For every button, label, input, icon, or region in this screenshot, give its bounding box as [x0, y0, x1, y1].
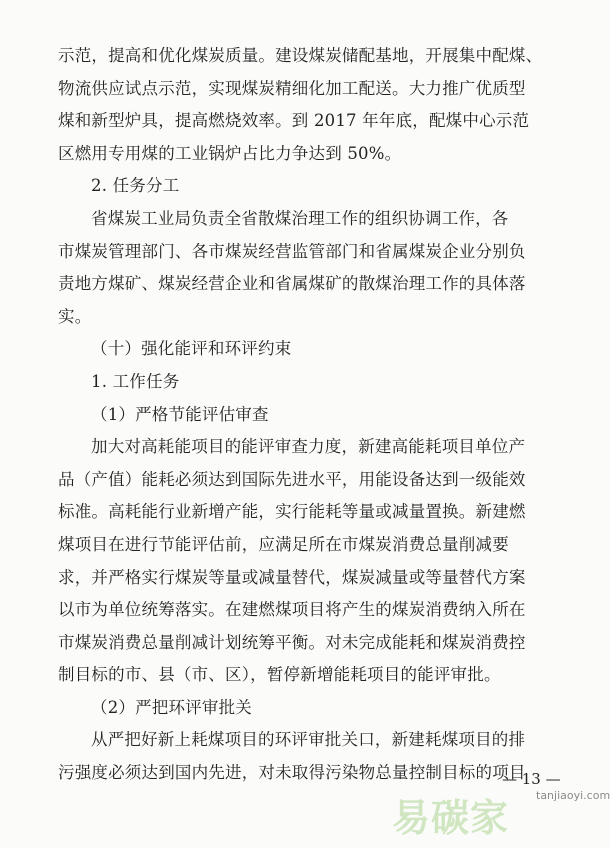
text-line: 物流供应试点示范，实现煤炭精细化加工配送。大力推广优质型: [58, 78, 526, 98]
text-line: 加大对高耗能项目的能评审查力度，新建高能耗项目单位产: [91, 437, 526, 457]
text-line: 煤和新型炉具，提高燃烧效率。到 2017 年年底，配煤中心示范: [58, 111, 530, 131]
document-body: [58, 40, 546, 790]
text-line: 区燃用专用煤的工业锅炉占比力争达到 50%。: [58, 143, 402, 163]
text-line: 标准。高耗能行业新增产能，实行能耗等量或减量置换。新建燃: [58, 502, 526, 522]
page-number: — 13 —: [502, 770, 561, 788]
text-line: 市煤炭管理部门、各市煤炭经营监管部门和省属煤炭企业分别负: [58, 241, 526, 261]
text-line: 1. 工作任务: [91, 371, 180, 391]
text-line: 示范，提高和优化煤炭质量。建设煤炭储配基地，开展集中配煤、: [58, 46, 543, 65]
text-line: 品（产值）能耗必须达到国际先进水平，用能设备达到一级能效: [58, 469, 526, 489]
text-line: 污强度必须达到国内先进，对未取得污染物总量控制目标的项目: [58, 763, 526, 783]
text-line: 从严把好新上耗煤项目的环评审批关口，新建耗煤项目的排: [91, 730, 526, 750]
text-line: （2）严把环评审批关: [91, 697, 252, 717]
watermark-url: tanjiaoyi.com: [536, 789, 610, 802]
text-line: 市煤炭消费总量削减计划统筹平衡。对未完成能耗和煤炭消费控: [58, 632, 526, 652]
text-line: （1）严格节能评估审查: [91, 404, 269, 424]
text-line: 2. 任务分工: [91, 176, 180, 196]
text-line: 制目标的市、县（市、区），暂停新增能耗项目的能评审批。: [58, 665, 501, 685]
text-line: 以市为单位统筹落实。在建燃煤项目将产生的煤炭消费纳入所在: [58, 600, 526, 620]
text-line: （十）强化能评和环评约束: [91, 339, 292, 359]
text-line: 求，并严格实行煤炭等量或减量替代，煤炭减量或等量替代方案: [58, 567, 526, 587]
text-line: 省煤炭工业局负责全省散煤治理工作的组织协调工作，各: [91, 208, 509, 228]
watermark: [392, 785, 610, 845]
text-line: 实。: [58, 306, 92, 326]
text-line: 煤项目在进行节能评估前，应满足所在市煤炭消费总量削减要: [58, 534, 509, 554]
text-line: 责地方煤矿、煤炭经营企业和省属煤矿的散煤治理工作的具体落: [58, 274, 526, 294]
watermark-logo-text: 易碳家: [392, 796, 510, 840]
